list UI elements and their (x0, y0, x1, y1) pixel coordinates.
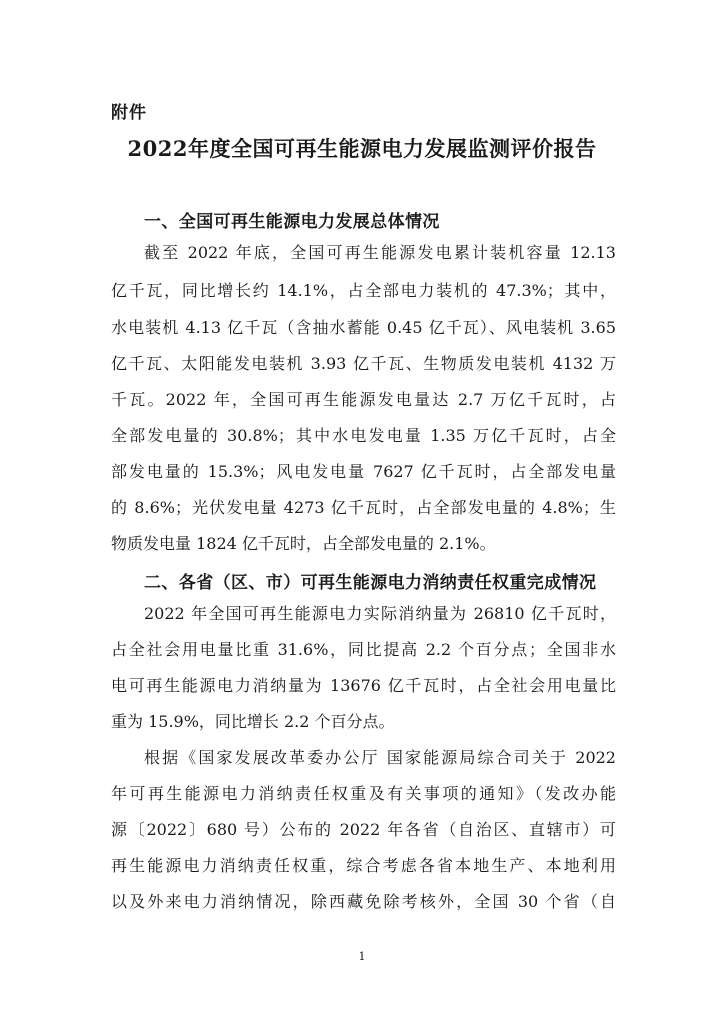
page-number: 1 (358, 950, 366, 963)
paragraph-line: 全部发电量的 30.8%；其中水电发电量 1.35 万亿千瓦时，占全 (111, 426, 616, 445)
paragraph-line: 亿千瓦，同比增长约 14.1%，占全部电力装机的 47.3%；其中， (111, 281, 616, 300)
document-title: 2022年度全国可再生能源电力发展监测评价报告 (127, 136, 597, 161)
paragraph-line: 占全社会用电量比重 31.6%，同比提高 2.2 个百分点；全国非水 (111, 640, 616, 659)
paragraph-line: 2022 年全国可再生能源电力实际消纳量为 26810 亿千瓦时， (144, 604, 616, 623)
paragraph-line: 部发电量的 15.3%；风电发电量 7627 亿千瓦时，占全部发电量 (111, 462, 616, 481)
paragraph-line: 电可再生能源电力消纳量为 13676 亿千瓦时，占全社会用电量比 (111, 676, 616, 695)
paragraph-line: 以及外来电力消纳情况，除西藏免除考核外，全国 30 个省（自 (111, 892, 616, 911)
paragraph-line: 水电装机 4.13 亿千瓦（含抽水蓄能 0.45 亿千瓦）、风电装机 3.65 (111, 318, 616, 337)
paragraph-line: 物质发电量 1824 亿千瓦时，占全部发电量的 2.1%。 (111, 534, 496, 553)
paragraph-line: 重为 15.9%，同比增长 2.2 个百分点。 (111, 712, 395, 731)
paragraph-line: 源〔2022〕680 号）公布的 2022 年各省（自治区、直辖市）可 (111, 820, 616, 839)
paragraph-line: 年可再生能源电力消纳责任权重及有关事项的通知》（发改办能 (111, 784, 616, 803)
attachment-label: 附件 (111, 103, 147, 123)
section-heading-1: 一、全国可再生能源电力发展总体情况 (144, 212, 440, 232)
paragraph-line: 千瓦。2022 年，全国可再生能源发电量达 2.7 万亿千瓦时，占 (111, 390, 616, 409)
paragraph-line: 的 8.6%；光伏发电量 4273 亿千瓦时，占全部发电量的 4.8%；生 (111, 498, 616, 517)
paragraph-line: 亿千瓦、太阳能发电装机 3.93 亿千瓦、生物质发电装机 4132 万 (111, 354, 616, 373)
paragraph-line: 再生能源电力消纳责任权重，综合考虑各省本地生产、本地利用 (111, 856, 616, 875)
paragraph-line: 根据《国家发展改革委办公厅 国家能源局综合司关于 2022 (144, 748, 616, 767)
section-heading-2: 二、各省（区、市）可再生能源电力消纳责任权重完成情况 (144, 573, 597, 593)
paragraph-line: 截至 2022 年底，全国可再生能源发电累计装机容量 12.13 (144, 243, 616, 262)
